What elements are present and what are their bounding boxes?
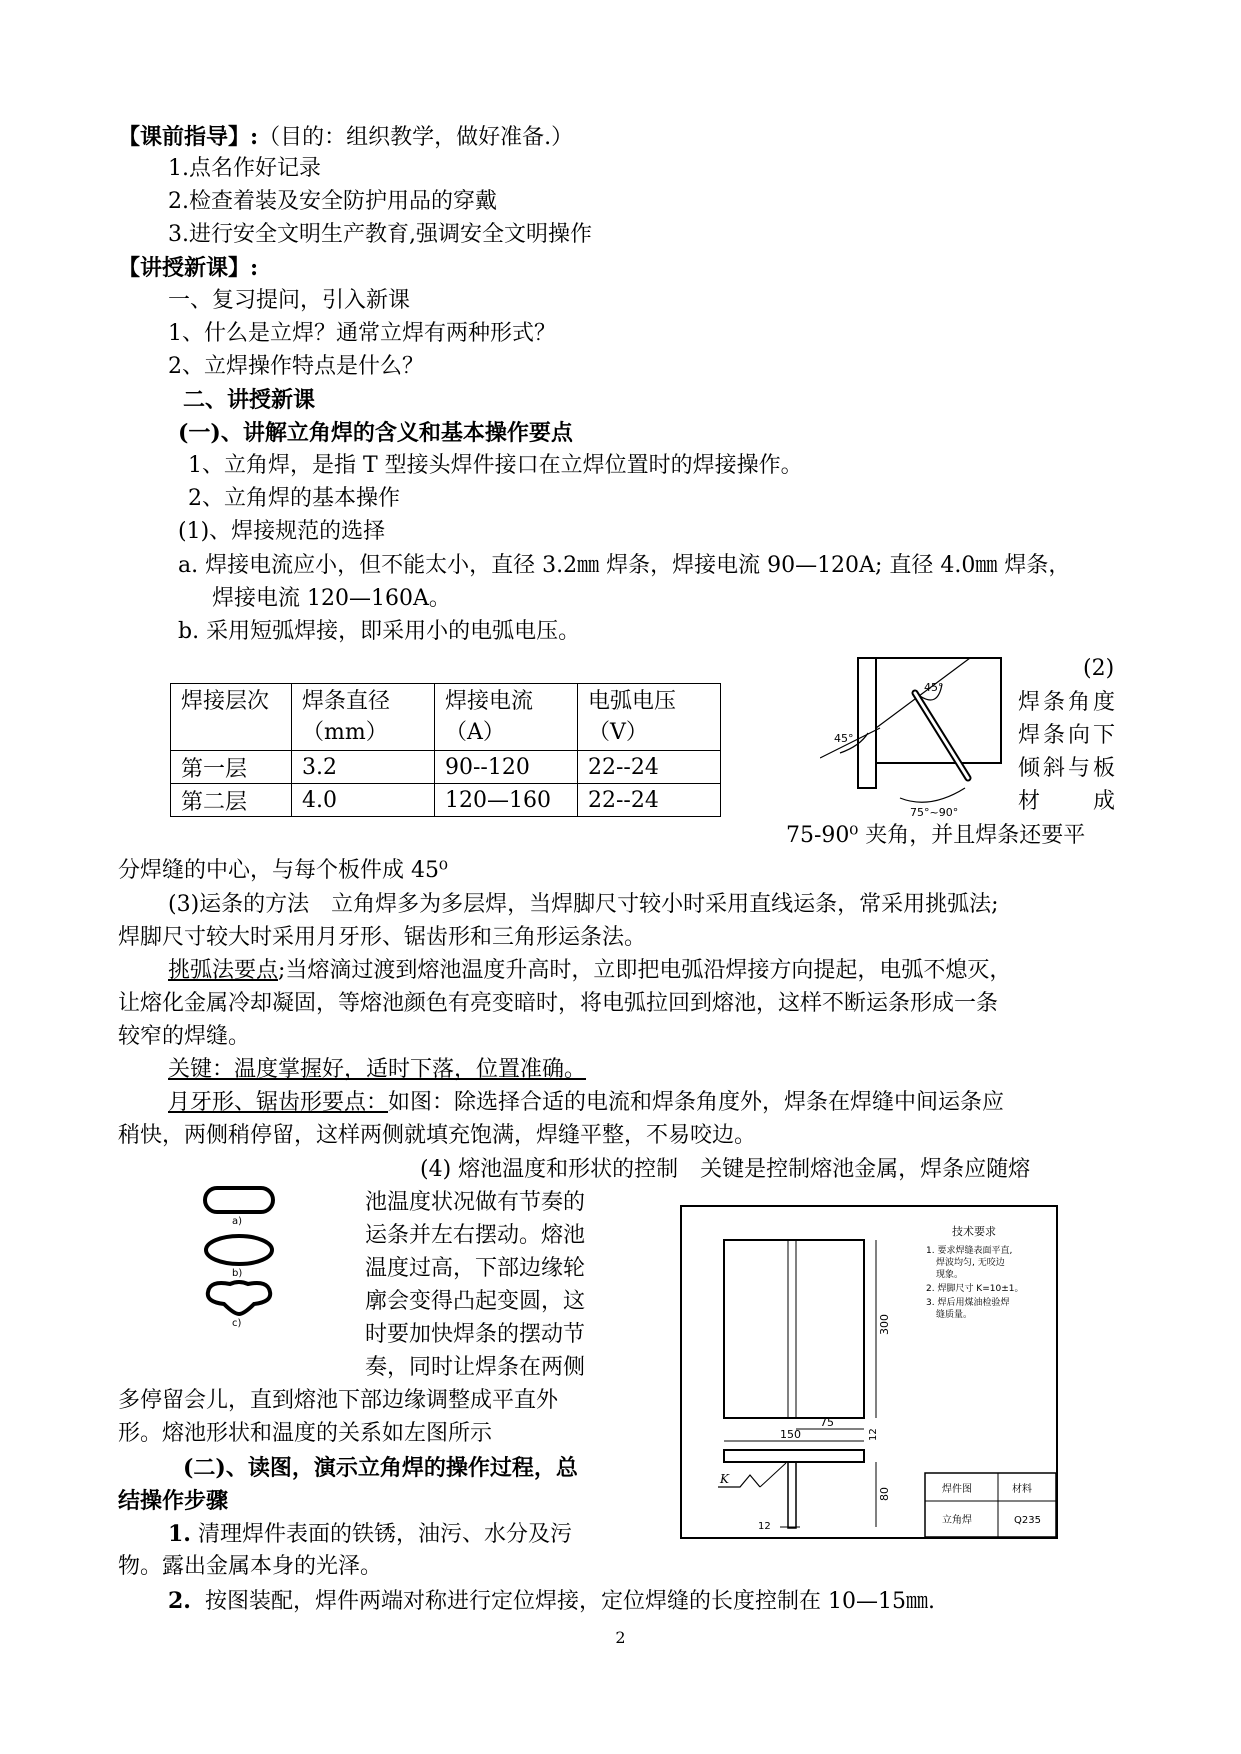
angle-text-3: 焊条向下 <box>1018 723 1119 748</box>
table-cell: 4.0 <box>292 784 435 817</box>
pool-line-8: 多停留会儿，直到熔池下部边缘调整成平直外 <box>118 1388 559 1413</box>
label-45-left: 45° <box>834 732 854 745</box>
table-cell: 第二层 <box>171 784 292 817</box>
tiaohu-line-2: 让熔化金属冷却凝固，等熔池颜色有亮变暗时，将电弧拉回到熔池，这样不断运条形成一条 <box>118 991 999 1016</box>
pool-shape-a-icon <box>205 1188 273 1212</box>
page-number: 2 <box>615 1628 626 1647</box>
table-header-cell: 焊接层次 <box>171 684 292 751</box>
spec-a-line-2: 焊接电流 120—160A。 <box>212 586 451 611</box>
spec-heading: (1)、焊接规范的选择 <box>178 519 386 544</box>
pool-line-3: 运条并左右摆动。熔池 <box>365 1223 586 1248</box>
tiaohu-line-3: 较窄的焊缝。 <box>118 1024 251 1049</box>
req-3b: 缝质量。 <box>936 1310 973 1320</box>
title-block-material-value: Q235 <box>1014 1515 1041 1526</box>
pool-line-5: 廓会变得凸起变圆，这 <box>365 1289 586 1314</box>
step-2-number: 2. <box>168 1588 191 1614</box>
angle-text-4: 倾斜与板 <box>1018 756 1119 781</box>
pool-shape-c-icon <box>208 1282 270 1314</box>
table-cell: 120—160 <box>435 784 578 817</box>
step-2-text: 按图装配，焊件两端对称进行定位焊接，定位焊缝的长度控制在 10—15㎜. <box>204 1589 935 1614</box>
pool-shape-b-icon <box>206 1236 272 1264</box>
review-heading: 一、复习提问，引入新课 <box>168 288 411 313</box>
table-row <box>171 751 721 784</box>
pool-label-b: b) <box>232 1268 243 1279</box>
header-label: 焊条直径 <box>302 689 391 714</box>
table-header-cell <box>578 684 721 751</box>
angle-text-1: (2) <box>1083 656 1115 681</box>
table-header-row <box>171 684 721 751</box>
table-cell: 22--24 <box>578 751 721 784</box>
table-cell: 22--24 <box>578 784 721 817</box>
angle-text-2: 焊条角度 <box>1018 690 1119 715</box>
pre-item-1: 1.点名作好记录 <box>168 156 321 181</box>
definition-1: 1、立角焊，是指 T 型接头焊件接口在立焊位置时的焊接操作。 <box>188 453 803 478</box>
title-block-part: 立角焊 <box>942 1515 972 1526</box>
req-3a: 3. 焊后用煤油检验焊 <box>926 1298 1010 1308</box>
vertical-plate <box>858 658 876 788</box>
pool-label-c: c) <box>232 1318 242 1329</box>
yueya-line-1 <box>168 1088 1004 1118</box>
table-cell: 90--120 <box>435 751 578 784</box>
header-unit: （A） <box>445 720 505 745</box>
pre-class-goal: （目的：组织教学，做好准备.） <box>258 125 574 150</box>
step-1-line-2: 物。露出金属本身的光泽。 <box>118 1554 383 1579</box>
step-1-number: 1. <box>168 1521 191 1547</box>
req-2: 2. 焊脚尺寸 K=10±1。 <box>926 1284 1024 1294</box>
step-2-line <box>168 1586 935 1617</box>
header-unit: （V） <box>588 720 648 745</box>
dim-300: 300 <box>878 1314 891 1335</box>
angle-text-6: 75-90⁰ 夹角，并且焊条还要平 <box>786 823 1086 848</box>
tiaohu-label: 挑弧法要点 <box>168 958 279 983</box>
header-label: 焊接电流 <box>445 689 534 714</box>
subsection-1-heading: (一)、讲解立角焊的含义和基本操作要点 <box>178 420 573 446</box>
definition-2: 2、立角焊的基本操作 <box>188 486 400 511</box>
yueya-text: 如图：除选择合适的电流和焊条角度外，焊条在焊缝中间运条应 <box>388 1090 1005 1115</box>
spec-b: b. 采用短弧焊接，即采用小的电弧电压。 <box>178 619 581 644</box>
table-header-cell <box>435 684 578 751</box>
section-2-heading: 二、讲授新课 <box>183 387 316 413</box>
spec-a-line-1: a. 焊接电流应小，但不能太小，直径 3.2㎜ 焊条，焊接电流 90—120A; 直径 4.0㎜ 焊条， <box>178 553 1071 578</box>
table-cell: 3.2 <box>292 751 435 784</box>
dim-12-b: 12 <box>758 1521 771 1532</box>
dim-80: 80 <box>878 1487 891 1501</box>
question-2: 2、立焊操作特点是什么？ <box>168 354 424 379</box>
table-cell: 第一层 <box>171 751 292 784</box>
weld-k-label: K <box>720 1472 729 1486</box>
question-1: 1、什么是立焊？通常立焊有两种形式？ <box>168 321 556 346</box>
header-unit: （mm） <box>302 720 388 745</box>
table-row <box>171 784 721 817</box>
pool-line-9: 形。熔池形状和温度的关系如左图所示 <box>118 1421 493 1446</box>
dim-12-a: 12 <box>868 1428 879 1441</box>
label-75-90: 75°~90° <box>910 806 959 818</box>
req-1a: 1. 要求焊缝表面平直, <box>926 1246 1013 1256</box>
pool-line-2: 池温度状况做有节奏的 <box>365 1190 586 1215</box>
req-1b: 焊波均匀, 无咬边 <box>936 1258 1005 1268</box>
subsection-2-heading-2: 结操作步骤 <box>118 1488 229 1514</box>
arc-75-90 <box>900 788 965 802</box>
new-lesson-heading: 【讲授新课】: <box>118 255 259 281</box>
key-point: 关键：温度掌握好，适时下落，位置准确。 <box>168 1057 587 1082</box>
yueya-label: 月牙形、锯齿形要点： <box>168 1090 389 1115</box>
method-line-2: 焊脚尺寸较大时采用月牙形、锯齿形和三角形运条法。 <box>118 925 647 950</box>
method-line-1: (3)运条的方法 立角焊多为多层焊，当焊脚尺寸较小时采用直线运条，常采用挑弧法; <box>168 892 999 917</box>
dim-150: 150 <box>780 1428 801 1441</box>
pre-item-2: 2.检查着装及安全防护用品的穿戴 <box>168 189 497 214</box>
pool-line-7: 奏，同时让焊条在两侧 <box>365 1355 586 1380</box>
welding-params-table <box>170 683 721 817</box>
yueya-line-2: 稍快，两侧稍停留，这样两侧就填充饱满，焊缝平整，不易咬边。 <box>118 1123 757 1148</box>
pre-class-heading <box>118 122 573 153</box>
pool-label-a: a) <box>232 1216 243 1227</box>
horizontal-plate <box>876 658 1001 763</box>
title-block-material: 材料 <box>1012 1484 1032 1495</box>
angle-text-5b: 成 <box>1093 789 1116 814</box>
step-1-line-1 <box>168 1519 572 1550</box>
pool-line-6: 时要加快焊条的摆动节 <box>365 1322 586 1347</box>
dim-75: 75 <box>820 1416 834 1429</box>
pool-line-4: 温度过高，下部边缘轮 <box>365 1256 586 1281</box>
header-label: 电弧电压 <box>588 689 677 714</box>
angle-text-7: 分焊缝的中心，与每个板件成 45⁰ <box>118 858 448 883</box>
pre-class-title: 【课前指导】: <box>118 124 259 150</box>
subsection-2-heading-1: (二)、读图，演示立角焊的操作过程，总 <box>183 1455 578 1481</box>
tiaohu-text: ;当熔滴过渡到熔池温度升高时，立即把电弧沿焊接方向提起，电弧不熄灭， <box>278 958 1012 983</box>
table-header-cell <box>292 684 435 751</box>
weld-pool-figure <box>190 1180 300 1330</box>
label-45-top: 45° <box>924 681 944 694</box>
angle-text-5a: 材 <box>1018 789 1041 814</box>
req-title: 技术要求 <box>952 1225 996 1238</box>
tiaohu-line-1 <box>168 956 1011 986</box>
pool-line-1: (4) 熔池温度和形状的控制 关键是控制熔池金属，焊条应随熔 <box>420 1157 1031 1182</box>
title-block-name: 焊件图 <box>942 1484 972 1495</box>
electrode-angle-figure <box>820 648 1010 818</box>
technical-drawing <box>680 1205 1060 1540</box>
pre-item-3: 3.进行安全文明生产教育,强调安全文明操作 <box>168 222 592 247</box>
step-1-text: 清理焊件表面的铁锈，油污、水分及污 <box>197 1522 572 1547</box>
req-1c: 现象。 <box>936 1270 964 1280</box>
